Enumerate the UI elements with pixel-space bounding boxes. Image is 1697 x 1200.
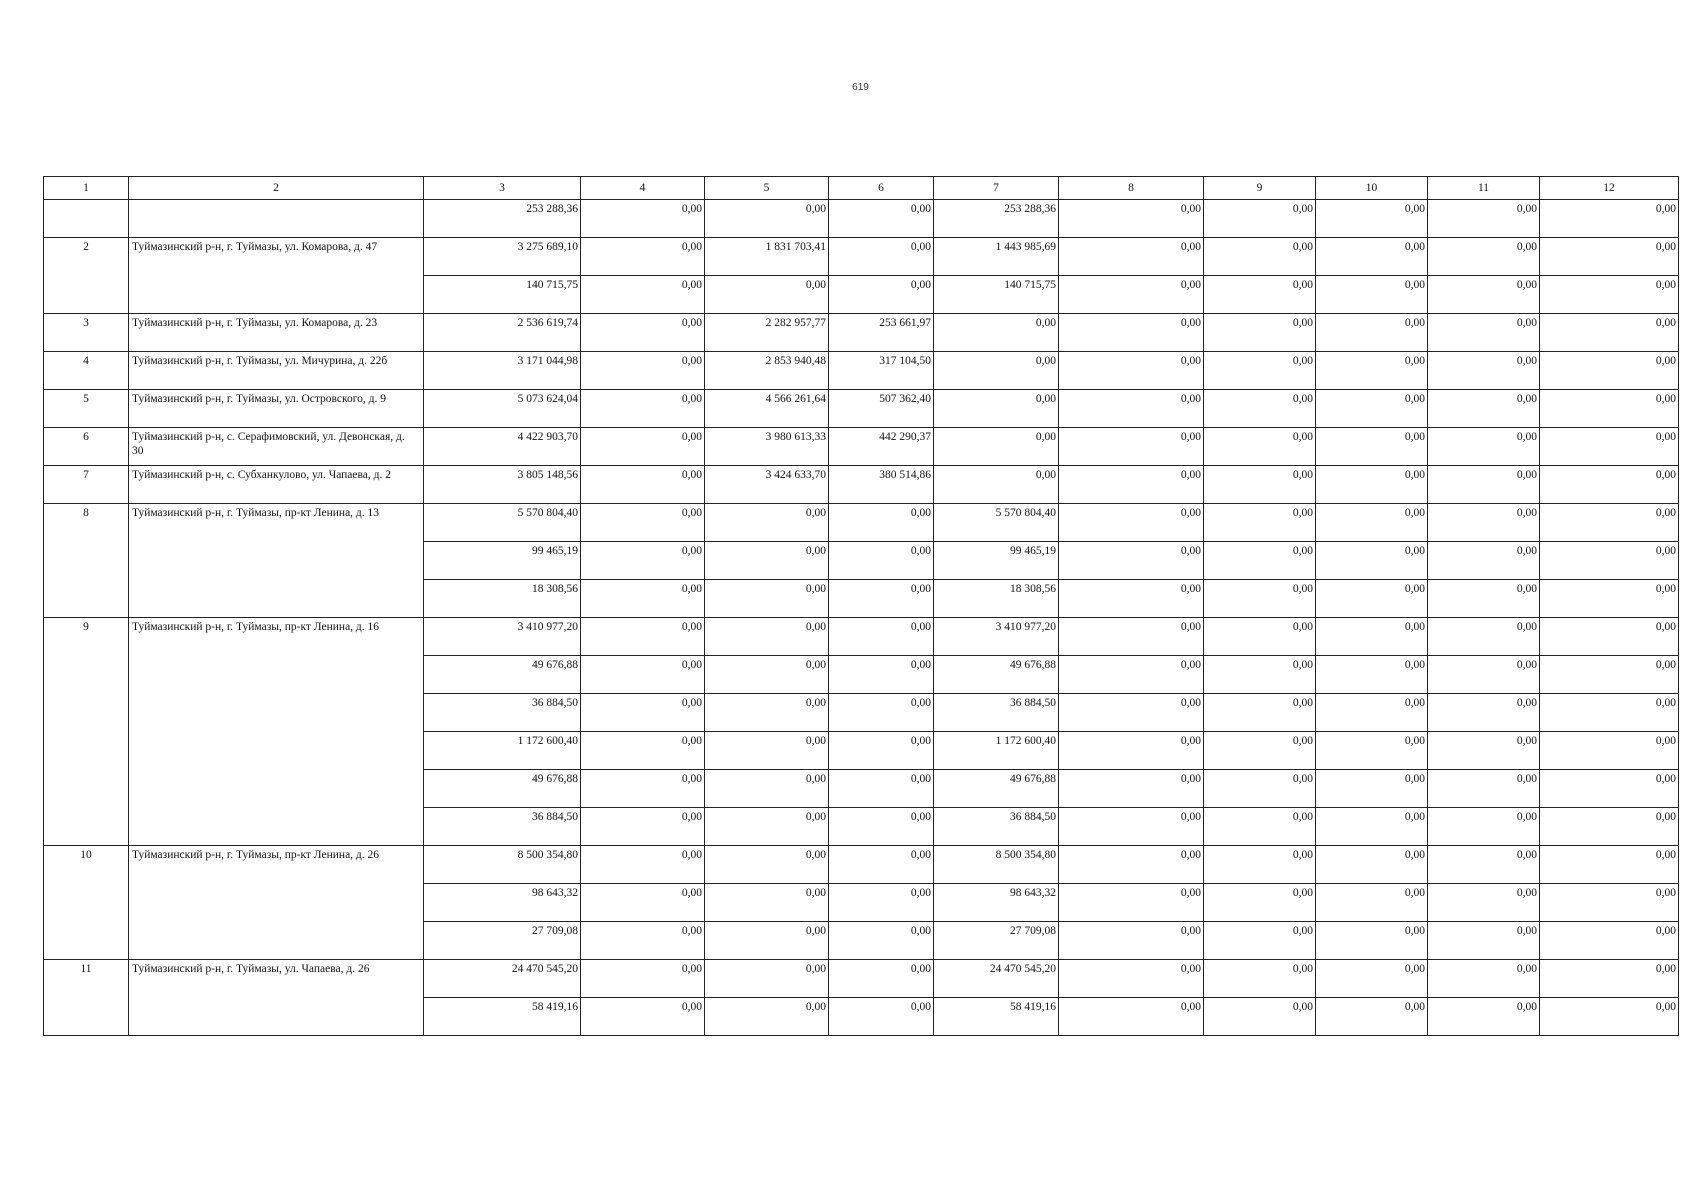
value-cell: 27 709,08 bbox=[424, 922, 581, 960]
value-cell: 36 884,50 bbox=[934, 808, 1059, 846]
value-cell: 0,00 bbox=[581, 238, 705, 276]
value-cell: 0,00 bbox=[705, 960, 829, 998]
column-header: 10 bbox=[1316, 177, 1428, 200]
column-header: 11 bbox=[1428, 177, 1540, 200]
value-cell: 0,00 bbox=[1204, 884, 1316, 922]
value-cell: 0,00 bbox=[1540, 276, 1679, 314]
value-cell: 0,00 bbox=[581, 998, 705, 1036]
value-cell: 0,00 bbox=[1316, 352, 1428, 390]
address-cell: Туймазинский р-н, г. Туймазы, ул. Комарова, д. 23 bbox=[129, 314, 424, 352]
value-cell: 0,00 bbox=[1540, 466, 1679, 504]
value-cell: 24 470 545,20 bbox=[934, 960, 1059, 998]
value-cell: 0,00 bbox=[1204, 352, 1316, 390]
value-cell: 0,00 bbox=[581, 390, 705, 428]
value-cell: 0,00 bbox=[1540, 960, 1679, 998]
row-number: 6 bbox=[44, 428, 129, 466]
value-cell: 5 073 624,04 bbox=[424, 390, 581, 428]
value-cell: 0,00 bbox=[1540, 200, 1679, 238]
value-cell: 0,00 bbox=[1316, 542, 1428, 580]
value-cell: 0,00 bbox=[581, 466, 705, 504]
value-cell: 36 884,50 bbox=[424, 694, 581, 732]
value-cell: 0,00 bbox=[705, 732, 829, 770]
value-cell: 0,00 bbox=[1428, 960, 1540, 998]
value-cell: 0,00 bbox=[581, 428, 705, 466]
value-cell: 0,00 bbox=[1059, 618, 1204, 656]
address-cell: Туймазинский р-н, г. Туймазы, пр-кт Ленина, д. 13 bbox=[129, 504, 424, 618]
row-number: 10 bbox=[44, 846, 129, 960]
value-cell: 0,00 bbox=[705, 694, 829, 732]
value-cell: 4 566 261,64 bbox=[705, 390, 829, 428]
table-row bbox=[44, 428, 1679, 466]
value-cell: 1 831 703,41 bbox=[705, 238, 829, 276]
value-cell: 140 715,75 bbox=[934, 276, 1059, 314]
value-cell: 0,00 bbox=[829, 922, 934, 960]
value-cell: 0,00 bbox=[829, 960, 934, 998]
row-number: 9 bbox=[44, 618, 129, 846]
column-header: 12 bbox=[1540, 177, 1679, 200]
value-cell: 0,00 bbox=[1428, 276, 1540, 314]
value-cell: 0,00 bbox=[1316, 618, 1428, 656]
value-cell: 24 470 545,20 bbox=[424, 960, 581, 998]
value-cell: 0,00 bbox=[829, 884, 934, 922]
value-cell: 18 308,56 bbox=[424, 580, 581, 618]
value-cell: 49 676,88 bbox=[424, 656, 581, 694]
value-cell: 0,00 bbox=[581, 656, 705, 694]
value-cell: 0,00 bbox=[1540, 390, 1679, 428]
value-cell: 0,00 bbox=[934, 466, 1059, 504]
value-cell: 0,00 bbox=[829, 580, 934, 618]
column-header: 9 bbox=[1204, 177, 1316, 200]
value-cell: 0,00 bbox=[829, 694, 934, 732]
value-cell: 3 424 633,70 bbox=[705, 466, 829, 504]
page-number: 619 bbox=[852, 82, 869, 93]
value-cell: 0,00 bbox=[1316, 960, 1428, 998]
data-table bbox=[43, 176, 1679, 1036]
value-cell: 0,00 bbox=[1059, 922, 1204, 960]
value-cell: 0,00 bbox=[934, 314, 1059, 352]
value-cell: 0,00 bbox=[581, 504, 705, 542]
value-cell: 0,00 bbox=[1540, 846, 1679, 884]
value-cell: 0,00 bbox=[1540, 352, 1679, 390]
column-header: 7 bbox=[934, 177, 1059, 200]
value-cell: 0,00 bbox=[1428, 656, 1540, 694]
value-cell: 0,00 bbox=[1316, 998, 1428, 1036]
address-cell: Туймазинский р-н, с. Субханкулово, ул. Чапаева, д. 2 bbox=[129, 466, 424, 504]
value-cell: 5 570 804,40 bbox=[934, 504, 1059, 542]
value-cell: 0,00 bbox=[1316, 656, 1428, 694]
value-cell: 0,00 bbox=[829, 276, 934, 314]
value-cell: 0,00 bbox=[1204, 276, 1316, 314]
value-cell: 0,00 bbox=[1540, 884, 1679, 922]
table-row bbox=[44, 352, 1679, 390]
value-cell: 0,00 bbox=[1428, 428, 1540, 466]
value-cell: 0,00 bbox=[1059, 846, 1204, 884]
value-cell: 3 410 977,20 bbox=[424, 618, 581, 656]
value-cell: 0,00 bbox=[705, 922, 829, 960]
table-row bbox=[44, 504, 1679, 542]
value-cell: 0,00 bbox=[1540, 238, 1679, 276]
value-cell: 0,00 bbox=[1059, 428, 1204, 466]
value-cell: 3 275 689,10 bbox=[424, 238, 581, 276]
value-cell: 0,00 bbox=[1540, 922, 1679, 960]
value-cell: 0,00 bbox=[1204, 808, 1316, 846]
table-row bbox=[44, 390, 1679, 428]
value-cell: 380 514,86 bbox=[829, 466, 934, 504]
value-cell: 0,00 bbox=[1540, 808, 1679, 846]
value-cell: 0,00 bbox=[1059, 238, 1204, 276]
value-cell: 0,00 bbox=[705, 276, 829, 314]
value-cell: 0,00 bbox=[1316, 276, 1428, 314]
value-cell: 0,00 bbox=[829, 656, 934, 694]
value-cell: 0,00 bbox=[705, 808, 829, 846]
value-cell: 0,00 bbox=[581, 618, 705, 656]
value-cell: 0,00 bbox=[1428, 466, 1540, 504]
value-cell: 0,00 bbox=[934, 352, 1059, 390]
value-cell: 0,00 bbox=[1204, 960, 1316, 998]
value-cell: 0,00 bbox=[934, 428, 1059, 466]
value-cell: 3 171 044,98 bbox=[424, 352, 581, 390]
value-cell: 0,00 bbox=[1204, 238, 1316, 276]
value-cell: 0,00 bbox=[1059, 504, 1204, 542]
value-cell: 2 853 940,48 bbox=[705, 352, 829, 390]
address-cell bbox=[129, 200, 424, 238]
value-cell: 2 282 957,77 bbox=[705, 314, 829, 352]
value-cell: 49 676,88 bbox=[424, 770, 581, 808]
value-cell: 0,00 bbox=[829, 808, 934, 846]
value-cell: 253 288,36 bbox=[934, 200, 1059, 238]
value-cell: 0,00 bbox=[1540, 428, 1679, 466]
value-cell: 0,00 bbox=[581, 276, 705, 314]
value-cell: 3 805 148,56 bbox=[424, 466, 581, 504]
value-cell: 0,00 bbox=[829, 504, 934, 542]
value-cell: 0,00 bbox=[1204, 428, 1316, 466]
value-cell: 0,00 bbox=[1204, 732, 1316, 770]
value-cell: 0,00 bbox=[1428, 618, 1540, 656]
value-cell: 0,00 bbox=[829, 770, 934, 808]
value-cell: 2 536 619,74 bbox=[424, 314, 581, 352]
value-cell: 98 643,32 bbox=[934, 884, 1059, 922]
value-cell: 0,00 bbox=[1540, 618, 1679, 656]
column-header: 2 bbox=[129, 177, 424, 200]
value-cell: 0,00 bbox=[1059, 314, 1204, 352]
value-cell: 0,00 bbox=[1059, 960, 1204, 998]
value-cell: 0,00 bbox=[1540, 504, 1679, 542]
value-cell: 0,00 bbox=[1428, 238, 1540, 276]
value-cell: 0,00 bbox=[1428, 542, 1540, 580]
value-cell: 0,00 bbox=[705, 504, 829, 542]
column-header: 3 bbox=[424, 177, 581, 200]
value-cell: 1 172 600,40 bbox=[934, 732, 1059, 770]
value-cell: 0,00 bbox=[581, 960, 705, 998]
value-cell: 98 643,32 bbox=[424, 884, 581, 922]
table-row bbox=[44, 200, 1679, 238]
value-cell: 507 362,40 bbox=[829, 390, 934, 428]
value-cell: 0,00 bbox=[581, 732, 705, 770]
value-cell: 0,00 bbox=[1059, 200, 1204, 238]
value-cell: 0,00 bbox=[1059, 694, 1204, 732]
value-cell: 0,00 bbox=[829, 200, 934, 238]
value-cell: 0,00 bbox=[1204, 922, 1316, 960]
row-number: 8 bbox=[44, 504, 129, 618]
value-cell: 0,00 bbox=[581, 694, 705, 732]
value-cell: 5 570 804,40 bbox=[424, 504, 581, 542]
value-cell: 0,00 bbox=[705, 998, 829, 1036]
value-cell: 36 884,50 bbox=[424, 808, 581, 846]
table-row bbox=[44, 466, 1679, 504]
value-cell: 0,00 bbox=[1204, 390, 1316, 428]
address-cell: Туймазинский р-н, г. Туймазы, ул. Комарова, д. 47 bbox=[129, 238, 424, 314]
value-cell: 49 676,88 bbox=[934, 770, 1059, 808]
table-row bbox=[44, 960, 1679, 998]
value-cell: 58 419,16 bbox=[934, 998, 1059, 1036]
value-cell: 0,00 bbox=[1428, 580, 1540, 618]
address-cell: Туймазинский р-н, г. Туймазы, ул. Чапаева, д. 26 bbox=[129, 960, 424, 1036]
value-cell: 140 715,75 bbox=[424, 276, 581, 314]
value-cell: 0,00 bbox=[1204, 580, 1316, 618]
value-cell: 442 290,37 bbox=[829, 428, 934, 466]
table-row bbox=[44, 846, 1679, 884]
value-cell: 0,00 bbox=[1316, 200, 1428, 238]
value-cell: 0,00 bbox=[1059, 580, 1204, 618]
value-cell: 0,00 bbox=[1059, 770, 1204, 808]
value-cell: 1 172 600,40 bbox=[424, 732, 581, 770]
value-cell: 0,00 bbox=[705, 618, 829, 656]
value-cell: 0,00 bbox=[1059, 466, 1204, 504]
column-header: 1 bbox=[44, 177, 129, 200]
value-cell: 8 500 354,80 bbox=[424, 846, 581, 884]
address-cell: Туймазинский р-н, с. Серафимовский, ул. Девонская, д. 30 bbox=[129, 428, 424, 466]
value-cell: 0,00 bbox=[1059, 390, 1204, 428]
value-cell: 0,00 bbox=[1540, 694, 1679, 732]
value-cell: 58 419,16 bbox=[424, 998, 581, 1036]
value-cell: 0,00 bbox=[1204, 314, 1316, 352]
value-cell: 0,00 bbox=[581, 314, 705, 352]
value-cell: 0,00 bbox=[1059, 884, 1204, 922]
column-header: 5 bbox=[705, 177, 829, 200]
value-cell: 0,00 bbox=[1428, 770, 1540, 808]
value-cell: 0,00 bbox=[1059, 352, 1204, 390]
row-number: 2 bbox=[44, 238, 129, 314]
value-cell: 0,00 bbox=[1059, 998, 1204, 1036]
value-cell: 0,00 bbox=[581, 352, 705, 390]
value-cell: 0,00 bbox=[581, 200, 705, 238]
value-cell: 0,00 bbox=[1059, 276, 1204, 314]
value-cell: 0,00 bbox=[1540, 580, 1679, 618]
value-cell: 0,00 bbox=[1059, 732, 1204, 770]
value-cell: 0,00 bbox=[1428, 504, 1540, 542]
value-cell: 49 676,88 bbox=[934, 656, 1059, 694]
value-cell: 8 500 354,80 bbox=[934, 846, 1059, 884]
column-header: 6 bbox=[829, 177, 934, 200]
value-cell: 0,00 bbox=[1428, 884, 1540, 922]
value-cell: 0,00 bbox=[1316, 922, 1428, 960]
value-cell: 0,00 bbox=[1316, 466, 1428, 504]
value-cell: 0,00 bbox=[829, 846, 934, 884]
value-cell: 0,00 bbox=[829, 238, 934, 276]
header-row bbox=[44, 177, 1679, 200]
value-cell: 3 410 977,20 bbox=[934, 618, 1059, 656]
value-cell: 0,00 bbox=[1316, 428, 1428, 466]
value-cell: 0,00 bbox=[829, 998, 934, 1036]
value-cell: 27 709,08 bbox=[934, 922, 1059, 960]
value-cell: 253 661,97 bbox=[829, 314, 934, 352]
value-cell: 18 308,56 bbox=[934, 580, 1059, 618]
value-cell: 0,00 bbox=[1428, 922, 1540, 960]
row-number: 11 bbox=[44, 960, 129, 1036]
table-row bbox=[44, 314, 1679, 352]
value-cell: 0,00 bbox=[1428, 808, 1540, 846]
value-cell: 317 104,50 bbox=[829, 352, 934, 390]
value-cell: 0,00 bbox=[705, 884, 829, 922]
row-number: 7 bbox=[44, 466, 129, 504]
value-cell: 0,00 bbox=[829, 542, 934, 580]
value-cell: 0,00 bbox=[1204, 200, 1316, 238]
value-cell: 0,00 bbox=[1204, 694, 1316, 732]
value-cell: 0,00 bbox=[581, 884, 705, 922]
value-cell: 0,00 bbox=[1204, 466, 1316, 504]
row-number: 3 bbox=[44, 314, 129, 352]
value-cell: 0,00 bbox=[705, 542, 829, 580]
column-header: 4 bbox=[581, 177, 705, 200]
value-cell: 0,00 bbox=[705, 200, 829, 238]
value-cell: 0,00 bbox=[1316, 884, 1428, 922]
value-cell: 0,00 bbox=[1540, 770, 1679, 808]
value-cell: 0,00 bbox=[581, 846, 705, 884]
value-cell: 0,00 bbox=[1204, 656, 1316, 694]
address-cell: Туймазинский р-н, г. Туймазы, ул. Мичурина, д. 22б bbox=[129, 352, 424, 390]
value-cell: 0,00 bbox=[1316, 504, 1428, 542]
value-cell: 0,00 bbox=[1540, 998, 1679, 1036]
value-cell: 0,00 bbox=[1428, 200, 1540, 238]
value-cell: 0,00 bbox=[1316, 314, 1428, 352]
column-header: 8 bbox=[1059, 177, 1204, 200]
value-cell: 0,00 bbox=[705, 580, 829, 618]
value-cell: 0,00 bbox=[1428, 390, 1540, 428]
value-cell: 0,00 bbox=[1059, 656, 1204, 694]
row-number: 5 bbox=[44, 390, 129, 428]
value-cell: 0,00 bbox=[829, 732, 934, 770]
value-cell: 36 884,50 bbox=[934, 694, 1059, 732]
value-cell: 99 465,19 bbox=[424, 542, 581, 580]
value-cell: 0,00 bbox=[705, 656, 829, 694]
address-cell: Туймазинский р-н, г. Туймазы, пр-кт Ленина, д. 26 bbox=[129, 846, 424, 960]
value-cell: 0,00 bbox=[1428, 998, 1540, 1036]
value-cell: 0,00 bbox=[705, 770, 829, 808]
value-cell: 0,00 bbox=[1316, 238, 1428, 276]
value-cell: 0,00 bbox=[581, 580, 705, 618]
value-cell: 0,00 bbox=[581, 808, 705, 846]
value-cell: 0,00 bbox=[1204, 998, 1316, 1036]
value-cell: 0,00 bbox=[1540, 314, 1679, 352]
address-cell: Туймазинский р-н, г. Туймазы, ул. Островского, д. 9 bbox=[129, 390, 424, 428]
value-cell: 253 288,36 bbox=[424, 200, 581, 238]
value-cell: 0,00 bbox=[1316, 846, 1428, 884]
value-cell: 0,00 bbox=[581, 770, 705, 808]
value-cell: 1 443 985,69 bbox=[934, 238, 1059, 276]
value-cell: 0,00 bbox=[1316, 694, 1428, 732]
value-cell: 0,00 bbox=[1316, 732, 1428, 770]
value-cell: 0,00 bbox=[1204, 770, 1316, 808]
value-cell: 0,00 bbox=[1316, 580, 1428, 618]
value-cell: 0,00 bbox=[1428, 846, 1540, 884]
value-cell: 0,00 bbox=[934, 390, 1059, 428]
value-cell: 0,00 bbox=[1059, 808, 1204, 846]
row-number bbox=[44, 200, 129, 238]
table-row bbox=[44, 238, 1679, 276]
value-cell: 0,00 bbox=[1204, 504, 1316, 542]
value-cell: 0,00 bbox=[1204, 846, 1316, 884]
value-cell: 0,00 bbox=[1428, 314, 1540, 352]
table-row bbox=[44, 618, 1679, 656]
value-cell: 0,00 bbox=[1316, 808, 1428, 846]
value-cell: 0,00 bbox=[1059, 542, 1204, 580]
row-number: 4 bbox=[44, 352, 129, 390]
value-cell: 0,00 bbox=[1204, 542, 1316, 580]
value-cell: 99 465,19 bbox=[934, 542, 1059, 580]
value-cell: 0,00 bbox=[1204, 618, 1316, 656]
value-cell: 0,00 bbox=[1316, 770, 1428, 808]
value-cell: 0,00 bbox=[1540, 542, 1679, 580]
value-cell: 0,00 bbox=[1316, 390, 1428, 428]
value-cell: 4 422 903,70 bbox=[424, 428, 581, 466]
value-cell: 0,00 bbox=[581, 542, 705, 580]
value-cell: 0,00 bbox=[829, 618, 934, 656]
value-cell: 0,00 bbox=[1540, 732, 1679, 770]
value-cell: 3 980 613,33 bbox=[705, 428, 829, 466]
value-cell: 0,00 bbox=[1428, 694, 1540, 732]
value-cell: 0,00 bbox=[1428, 352, 1540, 390]
value-cell: 0,00 bbox=[1428, 732, 1540, 770]
value-cell: 0,00 bbox=[705, 846, 829, 884]
address-cell: Туймазинский р-н, г. Туймазы, пр-кт Ленина, д. 16 bbox=[129, 618, 424, 846]
value-cell: 0,00 bbox=[581, 922, 705, 960]
value-cell: 0,00 bbox=[1540, 656, 1679, 694]
